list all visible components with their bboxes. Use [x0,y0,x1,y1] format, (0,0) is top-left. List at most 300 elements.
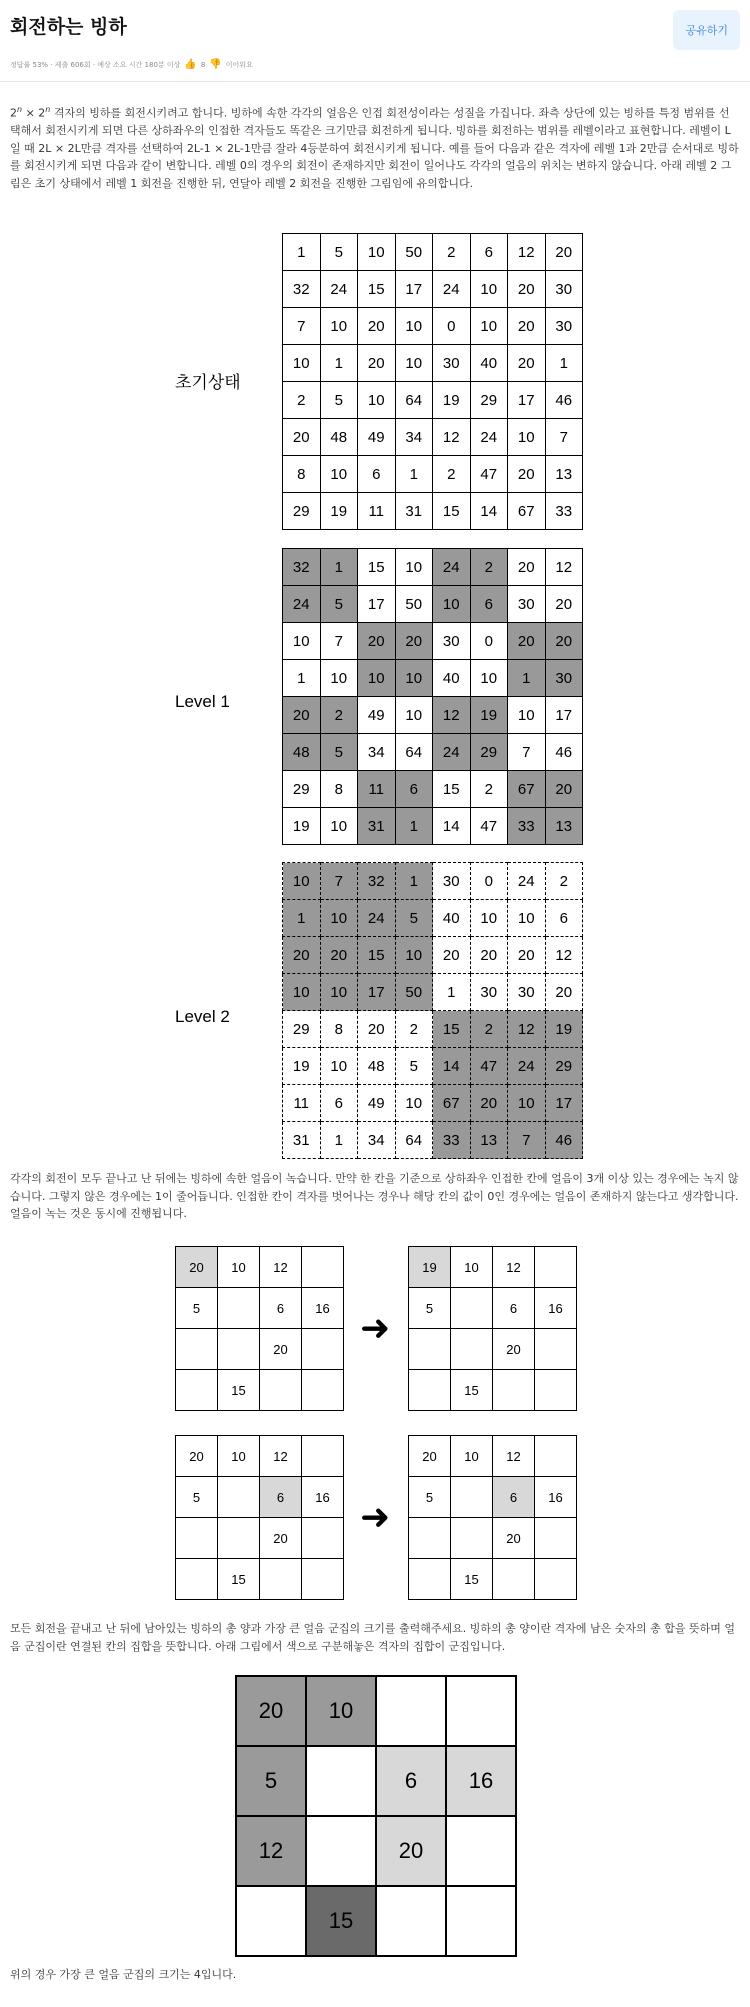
grid-cell: 17 [358,974,396,1011]
grid-cell: 6 [320,1085,358,1122]
grid-cell: 2 [395,1011,433,1048]
grid-initial [282,233,583,530]
grid-cell [236,1886,306,1956]
grid-cell: 24 [508,863,546,900]
grid-row [176,1370,344,1411]
grid-cell: 10 [283,974,321,1011]
grid-cell: 20 [260,1518,302,1559]
grid-cell: 64 [395,734,433,771]
grid-cell: 12 [508,1011,546,1048]
thumbs-up-icon[interactable]: 👍 [184,59,197,70]
problem-paragraph-1 [0,104,750,193]
grid-cell: 0 [470,863,508,900]
grid-cell: 10 [306,1676,376,1746]
grid-row [283,900,583,937]
grid-cell: 5 [409,1477,451,1518]
share-button[interactable]: 공유하기 [673,10,740,50]
grid-cell: 29 [470,734,508,771]
grid-cell: 10 [320,808,358,845]
grid-cell: 5 [320,234,358,271]
grid-cell [451,1329,493,1370]
grid-cell: 20 [545,586,583,623]
grid-cell: 1 [283,234,321,271]
grid-cell: 7 [508,1122,546,1159]
grid-cell: 24 [433,549,471,586]
grid-row [283,734,583,771]
grid-row [176,1288,344,1329]
grid-cell: 6 [260,1477,302,1518]
problem-paragraph-3: 모든 회전을 끝내고 난 뒤에 남아있는 빙하의 총 양과 가장 큰 얼음 군집의 크기를 출력해주세요. 빙하의 총 양이란 격자에 남은 숫자의 총 합을 뜻하며 얼음 군집이란 연결된 칸의 집합을 뜻합니다. 아래 그림에서 색으로 구분해놓은 격자의 집합이 군집입니다. [10,1622,735,1653]
grid-cell: 40 [470,345,508,382]
grid-cell [451,1288,493,1329]
grid-cell: 6 [470,234,508,271]
grid-row [409,1559,577,1600]
grid-cell: 2 [470,549,508,586]
grid-level1 [282,548,583,845]
grid-cell: 30 [433,623,471,660]
grid-cell: 29 [470,382,508,419]
grid-cell: 20 [508,937,546,974]
grid-cell [535,1436,577,1477]
grid-cell: 15 [358,937,396,974]
grid-cell: 16 [535,1288,577,1329]
grid-cell: 46 [545,382,583,419]
grid-cell: 30 [433,863,471,900]
dislike-label[interactable]: 이어워요 [225,60,253,69]
grid-cell: 20 [176,1247,218,1288]
grid-row [283,456,583,493]
grid-cell: 10 [470,271,508,308]
formula-exp-n: n [17,105,23,114]
grid-cell: 15 [358,271,396,308]
grid-cell: 29 [283,1011,321,1048]
grid-cell: 15 [451,1370,493,1411]
grid-row [176,1436,344,1477]
grid-cell [302,1370,344,1411]
grid-row [283,808,583,845]
grid-cell: 2 [433,234,471,271]
grid-cell: 30 [545,308,583,345]
grid-cell: 24 [433,271,471,308]
grid-cell: 13 [545,808,583,845]
grid-cell: 20 [470,937,508,974]
grid-cell: 47 [470,456,508,493]
grid-cell: 19 [283,1048,321,1085]
grid-cell: 19 [545,1011,583,1048]
grid-cell: 15 [433,1011,471,1048]
grid-cell: 10 [283,623,321,660]
formula-times: × 2 [22,106,46,120]
grid-cell: 29 [283,771,321,808]
grid-cell: 24 [283,586,321,623]
grid-cell: 20 [493,1518,535,1559]
grid-cell: 50 [395,974,433,1011]
grid-row [283,1085,583,1122]
like-count: 8 [200,60,206,69]
grid-cell: 2 [470,1011,508,1048]
grid-cell: 16 [302,1477,344,1518]
grid-cell: 33 [508,808,546,845]
grid-cell: 0 [433,308,471,345]
grid-cell: 20 [283,419,321,456]
grid-cell [409,1329,451,1370]
grid-cell: 20 [545,623,583,660]
problem-paragraph-4: 위의 경우 가장 큰 얼음 군집의 크기는 4입니다. [10,1968,237,1981]
grid-cell: 7 [320,623,358,660]
grid-cell: 20 [236,1676,306,1746]
grid-cell: 7 [508,734,546,771]
grid-cell [451,1518,493,1559]
grid-cell: 20 [358,623,396,660]
grid-row [283,493,583,530]
grid-cell: 64 [395,1122,433,1159]
grid-cell: 29 [545,1048,583,1085]
melt-grid-a-before [175,1246,344,1411]
grid-cell: 10 [358,660,396,697]
grid-cell: 34 [358,1122,396,1159]
grid-cell: 19 [433,382,471,419]
grid-cell: 10 [395,549,433,586]
grid-cell: 12 [493,1436,535,1477]
grid-cell: 10 [451,1247,493,1288]
thumbs-down-icon[interactable]: 👎 [209,59,222,70]
grid-cell: 14 [433,808,471,845]
grid-cell: 20 [358,345,396,382]
grid-cell: 1 [283,660,321,697]
problem-paragraph-2: 각각의 회전이 모두 끝나고 난 뒤에는 빙하에 속한 얼음이 녹습니다. 만약 한 칸을 기준으로 상하좌우 인접한 칸에 얼음이 3개 이상 있는 경우에는 녹지 않습니다. 그렇지 않은 경우에는 1이 줄어듭니다. 인접한 칸이 격자를 벗어나는 경우나 해당 칸의 값이 0인 경우에는 얼음이 존재하지 않는다고 생각합니다. 얼음이 녹는 것은 동시에 진행됩니다. [10,1172,739,1221]
grid-cell: 10 [508,697,546,734]
grid-cell: 49 [358,1085,396,1122]
grid-cell: 20 [283,937,321,974]
grid-cell: 24 [358,900,396,937]
grid-cell: 10 [395,345,433,382]
grid-cell [409,1370,451,1411]
grid-row [409,1436,577,1477]
grid-cell: 20 [409,1436,451,1477]
melt-grid-b-after [408,1435,577,1600]
grid-row [283,234,583,271]
grid-cell: 40 [433,660,471,697]
grid-cell: 34 [358,734,396,771]
grid-row [283,974,583,1011]
grid-cell: 12 [260,1436,302,1477]
grid-cell: 1 [395,863,433,900]
grid-row [283,1122,583,1159]
grid-cell: 10 [320,660,358,697]
grid-cell: 16 [535,1477,577,1518]
grid-cell: 47 [470,1048,508,1085]
grid-cell: 6 [376,1746,446,1816]
grid-cell: 10 [395,660,433,697]
grid-cell: 15 [218,1370,260,1411]
grid-cell [302,1518,344,1559]
grid-row [236,1886,516,1956]
label-level2: Level 2 [175,1007,230,1026]
grid-cell: 6 [493,1477,535,1518]
grid-cell: 10 [395,937,433,974]
grid-cell [376,1886,446,1956]
grid-cell: 13 [470,1122,508,1159]
grid-cell: 1 [320,1122,358,1159]
grid-cell: 24 [320,271,358,308]
grid-cell: 16 [446,1746,516,1816]
grid-row [409,1288,577,1329]
grid-cell [493,1370,535,1411]
grid-cell: 47 [470,808,508,845]
grid-cell: 32 [283,549,321,586]
grid-cell: 5 [409,1288,451,1329]
grid-cell [260,1559,302,1600]
grid-row [283,660,583,697]
grid-cell: 30 [545,660,583,697]
grid-cell: 5 [320,586,358,623]
grid-cell: 20 [508,623,546,660]
grid-cell [218,1518,260,1559]
grid-cell [306,1746,376,1816]
grid-cell: 0 [470,623,508,660]
grid-cell: 48 [283,734,321,771]
formula-base: 2 [10,106,17,120]
grid-cell [218,1329,260,1370]
grid-cell: 15 [358,549,396,586]
grid-cell: 14 [470,493,508,530]
grid-cell: 48 [358,1048,396,1085]
grid-cell: 1 [320,345,358,382]
grid-cell [176,1518,218,1559]
grid-cell: 12 [433,419,471,456]
grid-row [283,771,583,808]
grid-cell: 67 [508,493,546,530]
grid-cell: 12 [545,937,583,974]
grid-cell: 1 [395,808,433,845]
grid-cell: 12 [433,697,471,734]
grid-row [409,1329,577,1370]
grid-cell: 50 [395,234,433,271]
grid-cell: 64 [395,382,433,419]
grid-cell [302,1247,344,1288]
grid-cell: 1 [545,345,583,382]
grid-cell [493,1559,535,1600]
grid-cell [176,1370,218,1411]
grid-cell: 5 [395,900,433,937]
grid-row [176,1518,344,1559]
grid-cell: 17 [545,1085,583,1122]
grid-row [176,1329,344,1370]
grid-cell: 30 [508,974,546,1011]
grid-cell: 10 [358,382,396,419]
grid-row [283,1048,583,1085]
grid-cell: 31 [283,1122,321,1159]
grid-row [283,697,583,734]
grid-cell [218,1477,260,1518]
grid-cell: 46 [545,734,583,771]
grid-row [236,1816,516,1886]
grid-cell: 30 [545,271,583,308]
grid-cell [409,1518,451,1559]
grid-cell [446,1886,516,1956]
grid-cell: 10 [433,586,471,623]
grid-cell: 10 [395,1085,433,1122]
grid-cell: 46 [545,1122,583,1159]
problem-text-1: 격자의 빙하를 회전시키려고 합니다. 빙하에 속한 각각의 얼음은 인접 회전성이라는 성질을 가집니다. 좌측 상단에 있는 빙하를 특정 범위를 선택해서 회전시키게 되면 다른 상하좌우의 인접한 격자들도 똑같은 크기만큼 회전하게 됩니다. 빙하를 회전하는 범위를 레벨이라고 표현합니다. 레벨이 L일 때 2L × 2L만큼 격자를 선택하여 2L-1 × 2L-1만큼 잘라 4등분하여 회전시키게 됩니다. 예를 들어 다음과 같은 격자에 레벨 1과 2만큼 순서대로 빙하를 회전시키게 되면 다음과 같이 변합니다. 레벨 0의 경우의 회전이 존재하지만 회전이 일어나도 각각의 얼음의 위치는 변하지 않습니다. 아래 레벨 2 그림은 초기 상태에서 레벨 1 회전을 진행한 뒤, 연달아 레벨 2 회전을 진행한 그림임에 유의합니다. [10,106,739,191]
grid-cell: 13 [545,456,583,493]
grid-row [283,308,583,345]
grid-cell: 15 [433,771,471,808]
grid-cell [446,1676,516,1746]
grid-row [409,1370,577,1411]
grid-cell: 20 [508,345,546,382]
grid-cell: 15 [451,1559,493,1600]
grid-cell: 10 [320,456,358,493]
grid-cell: 30 [508,586,546,623]
grid-cell: 30 [470,974,508,1011]
grid-cell: 8 [320,771,358,808]
grid-cell [176,1329,218,1370]
grid-cell: 10 [508,419,546,456]
grid-cell: 10 [320,308,358,345]
grid-cell [302,1329,344,1370]
grid-cell: 17 [545,697,583,734]
grid-cell: 6 [545,900,583,937]
grid-cell: 10 [451,1436,493,1477]
melt-grid-b-before [175,1435,344,1600]
grid-cell: 10 [358,234,396,271]
grid-cell: 20 [508,549,546,586]
grid-cell: 2 [470,771,508,808]
grid-cell [535,1329,577,1370]
grid-cell: 10 [470,900,508,937]
grid-row [236,1746,516,1816]
grid-cell: 20 [176,1436,218,1477]
grid-cell: 12 [545,549,583,586]
grid-cell: 34 [395,419,433,456]
grid-cell: 20 [358,308,396,345]
grid-cell: 19 [320,493,358,530]
grid-cell: 14 [433,1048,471,1085]
grid-cell: 20 [545,974,583,1011]
grid-cell: 30 [433,345,471,382]
grid-cell: 12 [260,1247,302,1288]
grid-cell: 48 [320,419,358,456]
label-level1: Level 1 [175,692,230,711]
grid-cell: 10 [320,900,358,937]
grid-row [283,1011,583,1048]
grid-row [409,1518,577,1559]
grid-cell: 16 [302,1288,344,1329]
grid-row [283,586,583,623]
grid-cell: 17 [358,586,396,623]
grid-cell: 20 [358,1011,396,1048]
grid-cell [176,1559,218,1600]
grid-cell: 49 [358,697,396,734]
grid-cell: 10 [320,974,358,1011]
grid-row [283,419,583,456]
grid-cell: 20 [508,271,546,308]
grid-level2 [282,862,583,1159]
grid-row [283,382,583,419]
grid-cell: 17 [508,382,546,419]
grid-cell: 1 [508,660,546,697]
grid-cell: 10 [508,1085,546,1122]
grid-cell: 32 [358,863,396,900]
grid-cell: 10 [218,1247,260,1288]
grid-cell: 2 [320,697,358,734]
grid-cell: 17 [395,271,433,308]
grid-cell [302,1559,344,1600]
grid-row [176,1477,344,1518]
grid-cell: 20 [493,1329,535,1370]
right-arrow-icon: ➜ [360,1497,391,1538]
grid-cell: 1 [320,549,358,586]
grid-cell: 24 [433,734,471,771]
grid-row [409,1477,577,1518]
grid-cell: 5 [320,734,358,771]
grid-row [176,1247,344,1288]
grid-cell [260,1370,302,1411]
grid-cell: 20 [508,456,546,493]
grid-cell [409,1559,451,1600]
grid-cell: 10 [470,308,508,345]
grid-cell: 11 [358,771,396,808]
meta-stats: 정답률 53% · 제출 606회 · 예상 소요 시간 180분 이상 [10,60,181,69]
grid-cell: 20 [395,623,433,660]
right-arrow-icon: ➜ [360,1308,391,1349]
grid-cell: 19 [283,808,321,845]
grid-cell: 10 [320,1048,358,1085]
page-title: 회전하는 빙하 [10,16,127,38]
grid-cell: 6 [493,1288,535,1329]
grid-row [176,1559,344,1600]
grid-cell: 20 [545,234,583,271]
grid-cell: 11 [358,493,396,530]
grid-cell: 31 [395,493,433,530]
grid-cell: 12 [236,1816,306,1886]
grid-row [283,937,583,974]
grid-cell: 10 [508,900,546,937]
grid-cell: 20 [470,1085,508,1122]
grid-cell [218,1288,260,1329]
grid-cell: 31 [358,808,396,845]
label-initial: 초기상태 [175,373,241,392]
grid-cell: 7 [545,419,583,456]
grid-cell: 12 [493,1247,535,1288]
grid-cell: 6 [358,456,396,493]
grid-cell: 10 [283,863,321,900]
grid-cell: 49 [358,419,396,456]
grid-row [283,623,583,660]
grid-cell: 5 [236,1746,306,1816]
grid-cell [535,1518,577,1559]
grid-cell: 24 [470,419,508,456]
grid-cell: 15 [218,1559,260,1600]
grid-cell: 20 [545,771,583,808]
formula-exp-n2: n [45,105,51,114]
grid-cell: 10 [218,1436,260,1477]
grid-cell: 11 [283,1085,321,1122]
melt-grid-a-after [408,1246,577,1411]
grid-cell: 6 [395,771,433,808]
grid-cell: 67 [433,1085,471,1122]
grid-cell: 6 [470,586,508,623]
grid-cell: 50 [395,586,433,623]
grid-cell [446,1816,516,1886]
grid-cell [535,1559,577,1600]
grid-cell: 8 [283,456,321,493]
grid-cell: 5 [176,1477,218,1518]
grid-cell: 10 [283,345,321,382]
grid-cell: 6 [260,1288,302,1329]
grid-cell: 7 [283,308,321,345]
